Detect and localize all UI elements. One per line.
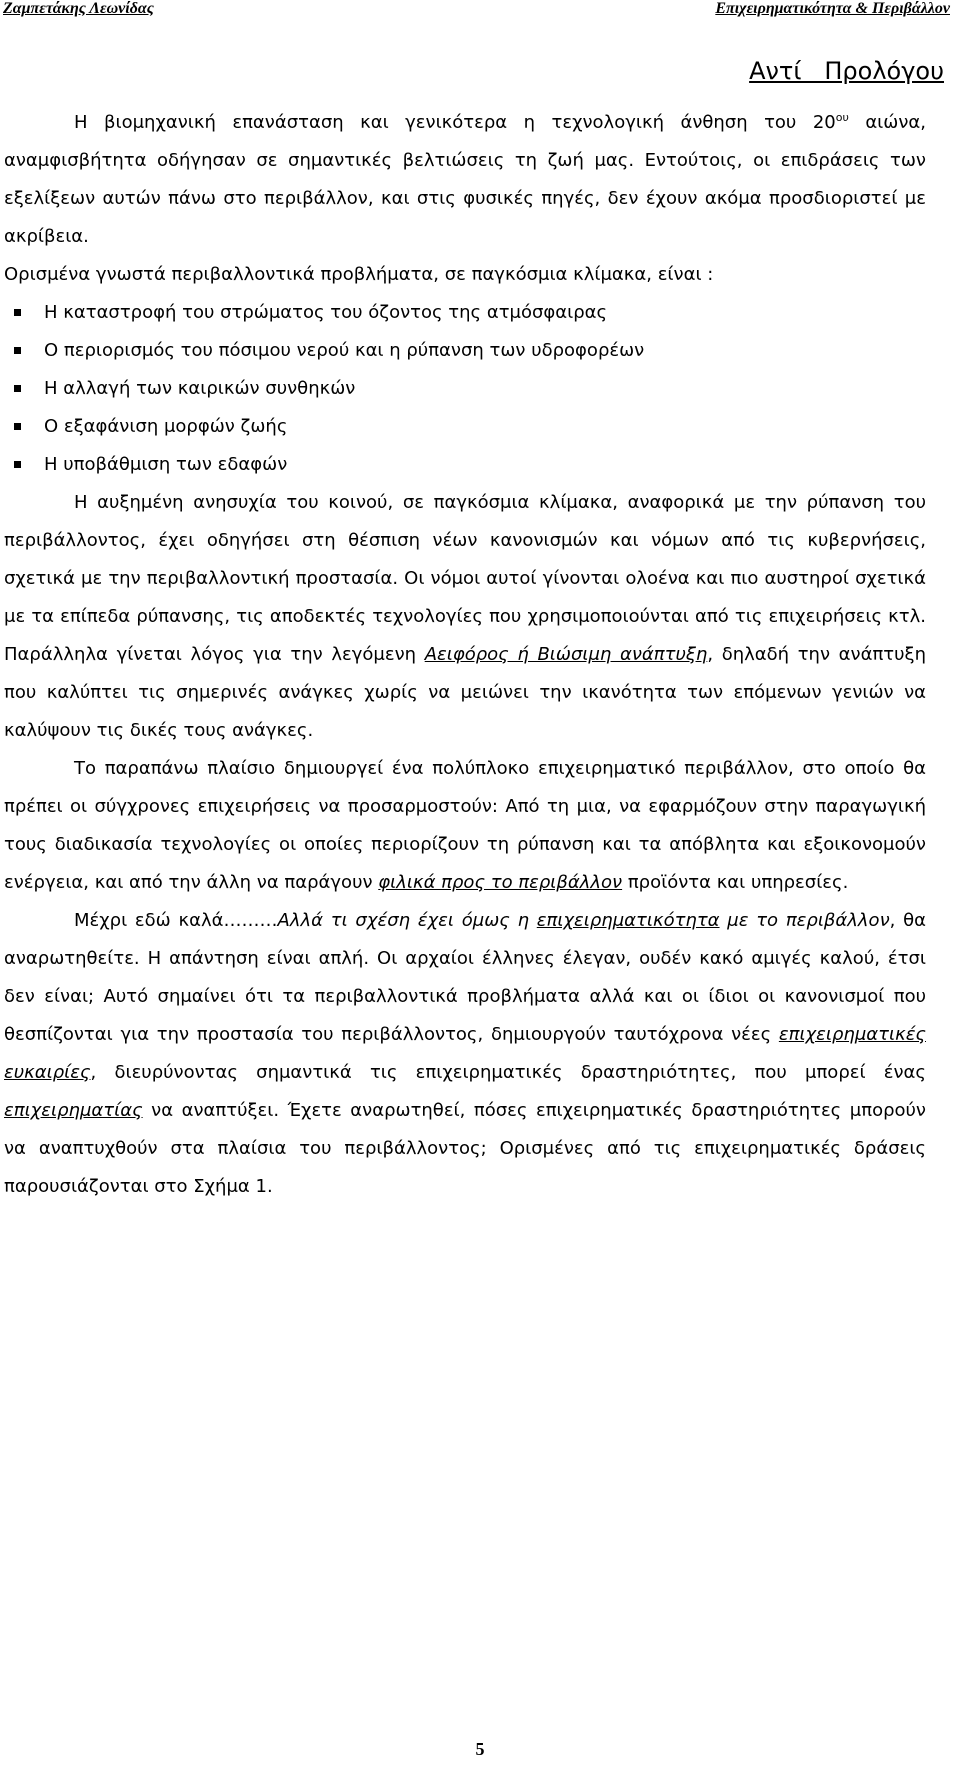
- list-item: [4, 446, 926, 484]
- square-bullet-icon: [14, 309, 21, 316]
- list-item-text: Ο εξαφάνιση μορφών ζωής: [44, 416, 288, 437]
- section-title: Αντί Προλόγου: [749, 57, 944, 85]
- list-item-text: Η υποβάθμιση των εδαφών: [44, 454, 288, 475]
- page-number: 5: [475, 1739, 485, 1759]
- list-item-text: Ο περιορισμός του πόσιμου νερού και η ρύπανση των υδροφορέων: [44, 340, 645, 361]
- paragraph-problems-lead: Ορισμένα γνωστά περιβαλλοντικά προβλήματα, σε παγκόσμια κλίμακα, είναι :: [4, 264, 714, 285]
- paragraph-business-environment-text-b: προϊόντα και υπηρεσίες.: [622, 872, 849, 893]
- paragraph-entrepreneurship-text-b: , θα αναρωτηθείτε. Η απάντηση είναι απλή. Οι αρχαίοι έλληνες έλεγαν, ουδέν κακό αμιγές καλού, έτσι δεν είναι; Αυτό σημαίνει ότι τα περιβαλλοντικά προβλήματα αλλά και οι ίδιοι οι κανονισμοί που θεσπίζονται για την προστασία του περιβάλλοντος, δημιουργούν ταυτόχρονα νέες: [4, 910, 926, 1045]
- superscript-ordinal: ου: [835, 111, 849, 124]
- paragraph-entrepreneurship-text-d: να αναπτύξει. Έχετε αναρωτηθεί, πόσες επιχειρηματικές δραστηριότητες μπορούν να αναπτυχθούν στα πλαίσια του περιβάλλοντος; Ορισμένες από τις επιχειρηματικές δράσεις παρουσιάζονται στο Σχήμα 1.: [4, 1100, 926, 1197]
- paragraph-business-environment: [4, 750, 926, 902]
- paragraph-public-concern: [4, 484, 926, 750]
- paragraph-intro-text-a: Η βιομηχανική επανάσταση και γενικότερα η τεχνολογική άνθηση του 20: [74, 112, 836, 133]
- paragraph-public-concern-text-b: , δηλαδή την ανάπτυξη που καλύπτει τις σημερινές ανάγκες χωρίς να μειώνει την ικανότητα των επόμενων γενιών να καλύψουν τις δικές τους ανάγκες.: [4, 644, 926, 741]
- paragraph-entrepreneurship-text-c: , διευρύνοντας σημαντικά τις επιχειρηματικές δραστηριότητες, που μπορεί ένας: [90, 1062, 926, 1083]
- list-item: [4, 332, 926, 370]
- paragraph-public-concern-text-a: Η αυξημένη ανησυχία του κοινού, σε παγκόσμια κλίμακα, αναφορικά με την ρύπανση του περιβάλλοντος, έχει οδηγήσει στη θέσπιση νέων κανονισμών και νόμων από τις κυβερνήσεις, σχετικά με την περιβαλλοντική προστασία. Οι νόμοι αυτοί γίνονται ολοένα και πιο αυστηροί σχετικά με τα επίπεδα ρύπανσης, τις αποδεκτές τεχνολογίες που χρησιμοποιούνται από τις επιχειρήσεις κτλ. Παράλληλα γίνεται λόγος για την λεγόμενη: [4, 492, 926, 665]
- list-item-text: Η καταστροφή του στρώματος του όζοντος της ατμόσφαιρας: [44, 302, 608, 323]
- square-bullet-icon: [14, 461, 21, 468]
- paragraph-intro: [4, 104, 926, 256]
- question-text-part1: Αλλά τι σχέση έχει όμως η: [277, 910, 537, 931]
- document-body: [4, 104, 926, 1206]
- problems-list: [4, 294, 926, 484]
- paragraph-business-environment-text-a: Το παραπάνω πλαίσιο δημιουργεί ένα πολύπλοκο επιχειρηματικό περιβάλλον, στο οποίο θα πρέπει οι σύγχρονες επιχειρήσεις να προσαρμοστούν: Από τη μια, να εφαρμόζουν στην παραγωγική τους διαδικασία τεχνολογίες οι οποίες περιορίζουν τη ρύπανση και τα απόβλητα και εξοικονομούν ενέργεια, και από την άλλη να παράγουν: [4, 758, 926, 893]
- page-header: [3, 0, 950, 22]
- square-bullet-icon: [14, 423, 21, 430]
- header-book-title: Επιχειρηματικότητα & Περιβάλλον: [715, 0, 950, 17]
- paragraph-entrepreneurship-text-a: Μέχρι εδώ καλά………: [74, 910, 278, 931]
- sustainable-development-term: Αειφόρος ή Βιώσιμη ανάπτυξη: [424, 644, 708, 665]
- list-item: [4, 408, 926, 446]
- header-author: Ζαμπετάκης Λεωνίδας: [3, 0, 154, 17]
- business-opportunities-term: επιχειρηματικές ευκαιρίες: [4, 1024, 926, 1083]
- list-item: [4, 370, 926, 408]
- eco-friendly-term: φιλικά προς το περιβάλλον: [378, 872, 623, 893]
- entrepreneur-term: επιχειρηματίας: [4, 1100, 143, 1121]
- list-item: [4, 294, 926, 332]
- paragraph-entrepreneurship: [4, 902, 926, 1206]
- square-bullet-icon: [14, 347, 21, 354]
- paragraph-intro-text-b: αιώνα, αναμφισβήτητα οδήγησαν σε σημαντικές βελτιώσεις τη ζωή μας. Εντούτοις, οι επιδράσεις των εξελίξεων αυτών πάνω στο περιβάλλον, και στις φυσικές πηγές, δεν έχουν ακόμα προσδιοριστεί με ακρίβεια.: [4, 112, 926, 247]
- question-text-part2: με το περιβάλλον: [719, 910, 890, 931]
- entrepreneurship-term: επιχειρηματικότητα: [536, 910, 720, 931]
- square-bullet-icon: [14, 385, 21, 392]
- list-item-text: Η αλλαγή των καιρικών συνθηκών: [44, 378, 356, 399]
